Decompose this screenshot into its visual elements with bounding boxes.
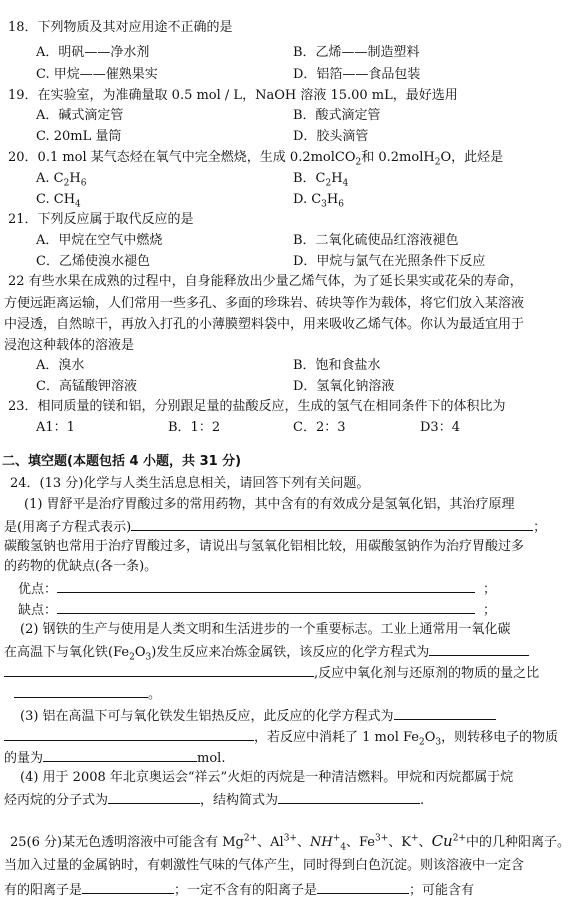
q24-answer-blank-mole-ratio[interactable] xyxy=(14,685,148,698)
q24-part1-line-4: 的药物的优缺点(各一条)。 xyxy=(4,559,158,574)
q19-option-c: C. 20mL 量筒 xyxy=(36,129,122,144)
q21-option-a: A．甲烷在空气中燃烧 xyxy=(36,233,163,248)
q18-option-b: B．乙烯——制造塑料 xyxy=(293,45,420,60)
q22-option-c: C．高锰酸钾溶液 xyxy=(36,379,137,394)
q22-option-a: A．溴水 xyxy=(36,358,85,373)
q24-advantage-line: 优点： ； xyxy=(18,582,497,597)
q24-answer-blank-ionic-equation[interactable] xyxy=(131,518,533,531)
q25-line-1: 25(6 分)某无色透明溶液中可能含有 $Mg^{2+}$、$Al^{3+}$、$NH^+_4$、$Fe^{3+}$、K+、$Cu^{2+}$中的几种阳离子。 xyxy=(10,832,570,853)
q24-part2-line-1: (2) 钢铁的生产与使用是人类文明和生活进步的一个重要标志。工业上通常用一氧化碳 xyxy=(20,622,511,637)
q24-answer-blank-structural-formula[interactable] xyxy=(278,791,420,804)
q24-part4-line-2: 烃丙烷的分子式为 ，结构简式为 . xyxy=(4,793,425,808)
q24-part1-line-3: 碳酸氢钠也常用于治疗胃酸过多，请说出与氢氧化铝相比较，用碳酸氢钠作为治疗胃酸过多 xyxy=(4,539,525,554)
q24-part3-line-1: (3) 铝在高温下可与氧化铁发生铝热反应，此反应的化学方程式为 xyxy=(20,707,496,725)
q19-option-d: D．胶头滴管 xyxy=(293,129,369,144)
q18-option-a: A．明矾——净水剂 xyxy=(36,45,150,60)
q22-option-b: B．饱和食盐水 xyxy=(293,358,381,373)
q24-part2-line-4: 。 xyxy=(14,685,161,703)
q19-option-a: A．碱式滴定管 xyxy=(36,108,124,123)
q24-answer-blank-thermite-equation-a[interactable] xyxy=(394,707,496,720)
q24-answer-blank-advantage[interactable] xyxy=(57,580,475,593)
q24-part2-line-2: 在高温下与氧化铁$(Fe_2O_3)$发生反应来冶炼金属铁，该反应的化学方程式为 xyxy=(4,643,529,661)
q24-disadvantage-line: 缺点： ； xyxy=(18,603,497,618)
q21-option-b: B．二氧化硫使品红溶液褪色 xyxy=(293,233,459,248)
q23-stem: 23．相同质量的镁和铝，分别跟足量的盐酸反应，生成的氢气在相同条件下的体积比为 xyxy=(8,399,506,414)
q22-line-1: 22 有些水果在成熟的过程中，自身能释放出少量乙烯气体，为了延长果实或花朵的寿命， xyxy=(8,274,523,289)
q20-option-a: A. $C_2H_6$ xyxy=(36,171,87,189)
q24-answer-blank-thermite-equation-b[interactable] xyxy=(4,728,254,741)
q22-line-2: 方便远距离运输，人们常用一些多孔、多面的珍珠岩、砖块等作为载体，将它们放入某溶液 xyxy=(4,296,525,311)
q23-option-d: D3：4 xyxy=(420,420,460,435)
q25-line-2: 当加入过量的金属钠时，有刺激性气味的气体产生，同时得到白色沉淀。则该溶液中一定含 xyxy=(4,858,525,873)
q25-line-3: 有的阳离子是 ；一定不含有的阳离子是 ；可能含有 xyxy=(4,883,475,898)
q24-intro: 24．(13 分)化学与人类生活息息相关，请回答下列有关问题。 xyxy=(10,476,370,491)
q24-answer-blank-molecular-formula[interactable] xyxy=(108,791,200,804)
q25-answer-blank-definite-cations[interactable] xyxy=(82,881,174,894)
q24-answer-blank-electron-moles[interactable] xyxy=(43,749,197,762)
q24-part1-line-2: 是(用离子方程式表示) ； xyxy=(4,520,547,535)
q24-answer-blank-disadvantage[interactable] xyxy=(57,601,475,614)
q24-part1-line-1: (1) 胃舒平是治疗胃酸过多的常用药物，其中含有的有效成分是氢氧化铝，其治疗原理 xyxy=(24,497,515,512)
q19-stem: 19．在实验室，为准确量取 0.5 mol / L，NaOH 溶液 15.00 mL，最好选用 xyxy=(8,88,458,103)
q24-answer-blank-iron-equation-b[interactable] xyxy=(4,664,314,677)
section-2-heading: 二、填空题(本题包括 4 小题，共 31 分) xyxy=(2,454,242,469)
q24-part4-line-1: (4) 用于 2008 年北京奥运会“祥云”火炬的丙烷是一种清洁燃料。甲烷和丙烷都属于烷 xyxy=(20,770,514,785)
q22-line-3: 中浸透，自然晾干，再放入打孔的小薄膜塑料袋中，用来吸收乙烯气体。你认为最适宜用于 xyxy=(4,317,525,332)
q21-option-c: C．乙烯使溴水褪色 xyxy=(36,254,150,269)
q24-part3-line-3: 的量为 mol. xyxy=(4,751,226,766)
q20-option-b: B．$C_2H_4$ xyxy=(293,171,349,189)
q18-stem: 18．下列物质及其对应用途不正确的是 xyxy=(8,20,233,35)
q21-option-d: D．甲烷与氯气在光照条件下反应 xyxy=(293,254,486,269)
q20-stem: 20．0.1 mol 某气态烃在氧气中完全燃烧，生成 0.2molCO$_2$和 0.2molH$_2$O，此烃是 xyxy=(8,150,504,168)
q22-option-d: D．氢氧化钠溶液 xyxy=(293,379,395,394)
q24-part3-line-2: ，若反应中消耗了 1 mol $Fe_2O_3$，则转移电子的物质 xyxy=(4,728,558,746)
q19-option-b: B．酸式滴定管 xyxy=(293,108,381,123)
q23-option-a: A1：1 xyxy=(36,420,75,435)
q20-option-c: C. $CH_4$ xyxy=(36,192,81,210)
q24-answer-blank-iron-equation-a[interactable] xyxy=(429,643,529,656)
q24-part2-line-3: ,反应中氧化剂与还原剂的物质的量之比 xyxy=(4,664,539,682)
q23-option-c: C．2：3 xyxy=(293,420,346,435)
q18-option-d: D．铝箔——食品包装 xyxy=(293,67,421,82)
q22-line-4: 浸泡这种载体的溶液是 xyxy=(4,338,135,353)
q23-option-b: B．1：2 xyxy=(168,420,221,435)
q25-answer-blank-absent-cations[interactable] xyxy=(317,881,409,894)
q20-option-d: D. $C_3H_6$ xyxy=(293,192,344,210)
q21-stem: 21．下列反应属于取代反应的是 xyxy=(8,212,194,227)
q18-option-c: C. 甲烷——催熟果实 xyxy=(36,67,158,82)
